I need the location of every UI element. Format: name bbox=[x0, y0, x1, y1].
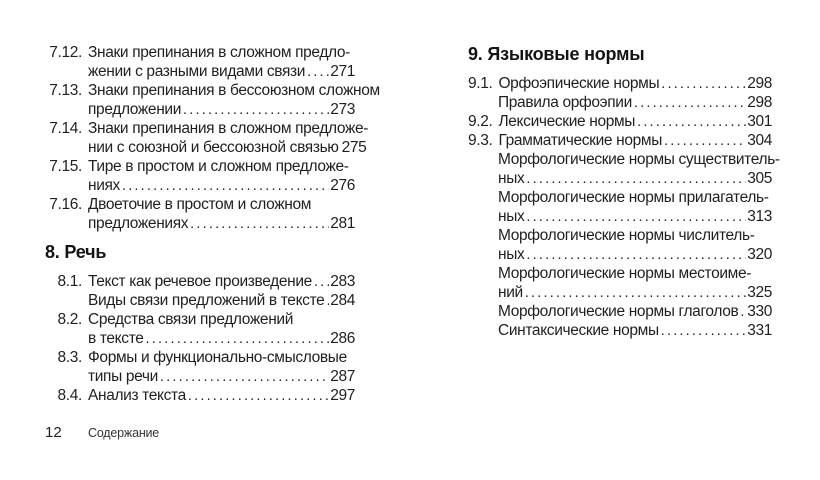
toc-entry-line bbox=[498, 283, 772, 302]
toc-page-ref: 283 bbox=[330, 273, 355, 290]
toc-page-ref: 271 bbox=[330, 63, 355, 80]
toc-entry-text: Знаки препинания в сложном предло- bbox=[88, 44, 350, 61]
toc-page-ref: 281 bbox=[330, 215, 355, 232]
toc-entry bbox=[45, 272, 355, 291]
toc-entry bbox=[45, 195, 355, 233]
toc-page-ref: 298 bbox=[747, 75, 772, 92]
toc-entry-text: нии с союзной и бессоюзной связью bbox=[88, 139, 339, 156]
dot-leader bbox=[314, 272, 329, 292]
toc-page-ref: 301 bbox=[747, 113, 772, 130]
toc-entry-line bbox=[498, 226, 772, 245]
toc-entry-text: ний bbox=[498, 284, 523, 301]
toc-entry-line bbox=[498, 93, 772, 112]
toc-entry-line bbox=[88, 43, 355, 62]
toc-page-ref: 284 bbox=[330, 292, 355, 309]
toc-entry bbox=[45, 81, 380, 119]
toc-entry-body bbox=[498, 112, 772, 131]
toc-entry-body bbox=[88, 310, 355, 348]
dot-leader bbox=[661, 321, 746, 341]
toc-entry-line bbox=[498, 207, 772, 226]
toc-entry-line bbox=[88, 157, 355, 176]
toc-entry-number: 9.2. bbox=[468, 113, 493, 130]
dot-leader bbox=[637, 112, 746, 132]
toc-entry-body bbox=[88, 81, 380, 119]
dot-leader bbox=[190, 214, 329, 234]
toc-entry bbox=[468, 188, 772, 226]
toc-entry-line bbox=[88, 310, 355, 329]
toc-entry-text: Виды связи предложений в тексте bbox=[88, 292, 325, 309]
footer-running-title: Содержание bbox=[88, 426, 160, 440]
toc-entry-text: Средства связи предложений bbox=[88, 311, 294, 328]
toc-entry-line bbox=[498, 150, 780, 169]
toc-entry-text: ниях bbox=[88, 177, 120, 194]
toc-entry-line bbox=[88, 62, 355, 81]
toc-entry bbox=[45, 348, 355, 386]
toc-entry-line bbox=[498, 74, 772, 93]
dot-leader bbox=[526, 207, 746, 227]
dot-leader bbox=[160, 367, 329, 387]
toc-entry-number: 9.3. bbox=[468, 132, 493, 149]
toc-entry bbox=[468, 112, 772, 131]
toc-entry-line bbox=[498, 169, 772, 188]
dot-leader bbox=[526, 169, 746, 189]
toc-entry-line bbox=[88, 272, 355, 291]
toc-entry-text: Тире в простом и сложном предложе- bbox=[88, 158, 349, 175]
toc-entry-body bbox=[498, 188, 772, 226]
toc-entry bbox=[45, 119, 369, 157]
toc-page-ref: 287 bbox=[330, 368, 355, 385]
toc-entry-text: Знаки препинания в бессоюзном сложном bbox=[88, 82, 380, 99]
toc-entry-line bbox=[88, 100, 355, 119]
toc-page-ref: 297 bbox=[330, 387, 355, 404]
toc-entry-line bbox=[88, 138, 367, 157]
toc-entry-text: Орфоэпические нормы bbox=[498, 75, 660, 92]
toc-entry-body bbox=[88, 386, 355, 405]
dot-leader bbox=[664, 131, 746, 151]
toc-entry bbox=[45, 386, 355, 405]
toc-column-right bbox=[468, 43, 780, 340]
dot-leader bbox=[526, 245, 746, 265]
toc-entry-number: 7.15. bbox=[49, 158, 82, 175]
toc-entry-body bbox=[88, 348, 355, 386]
dot-leader bbox=[740, 302, 746, 322]
toc-entry-text: Морфологические нормы числитель- bbox=[498, 227, 755, 244]
toc-entry-body bbox=[88, 291, 355, 310]
footer-page-number: 12 bbox=[45, 424, 62, 441]
toc-entry-number: 8.2. bbox=[57, 311, 82, 328]
toc-entry bbox=[468, 131, 772, 150]
toc-entry-body bbox=[88, 119, 369, 157]
toc-entry-body bbox=[498, 131, 772, 150]
toc-entry-text: Морфологические нормы глаголов bbox=[498, 303, 739, 320]
toc-entry-number: 7.14. bbox=[49, 120, 82, 137]
dot-leader bbox=[146, 329, 330, 349]
toc-entry-line bbox=[88, 195, 355, 214]
toc-entry-text: Двоеточие в простом и сложном bbox=[88, 196, 312, 213]
section-heading: 8. Речь bbox=[45, 242, 107, 262]
dot-leader bbox=[307, 62, 329, 82]
toc-entry-line bbox=[88, 176, 355, 195]
toc-entry-line bbox=[498, 321, 772, 340]
toc-entry bbox=[468, 150, 780, 188]
toc-entry bbox=[468, 93, 772, 112]
toc-entry-text: Морфологические нормы местоиме- bbox=[498, 265, 752, 282]
toc-entry bbox=[45, 310, 355, 348]
toc-entry-line bbox=[498, 131, 772, 150]
section-heading: 9. Языковые нормы bbox=[468, 44, 645, 64]
toc-entry-body bbox=[498, 150, 780, 188]
dot-leader bbox=[188, 386, 329, 406]
toc-entry-line bbox=[498, 112, 772, 131]
toc-entry-text: Текст как речевое произведение bbox=[88, 273, 312, 290]
toc-entry-number: 9.1. bbox=[468, 75, 493, 92]
toc-page-ref: 298 bbox=[747, 94, 772, 111]
toc-page-ref: 304 bbox=[747, 132, 772, 149]
toc-entry-text: предложении bbox=[88, 101, 182, 118]
toc-page-ref: 313 bbox=[747, 208, 772, 225]
toc-entry-body bbox=[498, 74, 772, 93]
toc-entry-text: Грамматические нормы bbox=[498, 132, 662, 149]
toc-entry-line bbox=[88, 367, 355, 386]
toc-page-ref: 320 bbox=[747, 246, 772, 263]
toc-entry-text: Анализ текста bbox=[88, 387, 186, 404]
dot-leader bbox=[183, 100, 329, 120]
toc-entry-text: ных bbox=[498, 246, 525, 263]
toc-entry-number: 8.4. bbox=[57, 387, 82, 404]
toc-entry bbox=[45, 157, 355, 195]
toc-page-ref: 305 bbox=[747, 170, 772, 187]
toc-entry-line bbox=[498, 302, 772, 321]
toc-entry-body bbox=[498, 93, 772, 112]
toc-entry bbox=[468, 264, 772, 302]
toc-entry-text: ных bbox=[498, 208, 525, 225]
toc-entry-text: Синтаксические нормы bbox=[498, 322, 659, 339]
toc-entry-number: 7.16. bbox=[49, 196, 82, 213]
toc-entry-line bbox=[88, 386, 355, 405]
toc-page-ref: 276 bbox=[330, 177, 355, 194]
toc-entry-text: Формы и функционально-смысловые bbox=[88, 349, 347, 366]
toc-entry-text: Правила орфоэпии bbox=[498, 94, 632, 111]
toc-entry bbox=[468, 321, 772, 340]
toc-column-left bbox=[45, 43, 380, 405]
toc-page-ref: 331 bbox=[747, 322, 772, 339]
toc-entry-body bbox=[88, 272, 355, 291]
toc-entry-line bbox=[88, 348, 355, 367]
toc-entry-body bbox=[88, 195, 355, 233]
toc-entry-text: в тексте bbox=[88, 330, 144, 347]
toc-entry-body bbox=[498, 302, 772, 321]
toc-entry bbox=[468, 302, 772, 321]
page-footer bbox=[45, 424, 159, 441]
dot-leader bbox=[326, 291, 329, 311]
toc-entry-line bbox=[498, 245, 772, 264]
toc-entry-line bbox=[498, 188, 772, 207]
toc-entry-text: Лексические нормы bbox=[498, 113, 636, 130]
toc-entry-text: Знаки препинания в сложном предложе- bbox=[88, 120, 369, 137]
toc-entry bbox=[468, 226, 772, 264]
toc-page-ref: 273 bbox=[330, 101, 355, 118]
toc-entry-number: 7.12. bbox=[49, 44, 82, 61]
toc-entry-text: Морфологические нормы существитель- bbox=[498, 151, 780, 168]
toc-entry-body bbox=[498, 321, 772, 340]
toc-entry-line bbox=[498, 264, 772, 283]
toc-entry-number: 7.13. bbox=[49, 82, 82, 99]
toc-entry-text: типы речи bbox=[88, 368, 158, 385]
toc-entry-line bbox=[88, 329, 355, 348]
toc-entry bbox=[468, 74, 772, 93]
toc-page-ref: 330 bbox=[747, 303, 772, 320]
toc-entry-text: предложениях bbox=[88, 215, 189, 232]
toc-entry-body bbox=[498, 226, 772, 264]
toc-entry-body bbox=[88, 157, 355, 195]
dot-leader bbox=[122, 176, 329, 196]
toc-entry-line bbox=[88, 81, 380, 100]
dot-leader bbox=[634, 93, 746, 113]
toc-entry-number: 8.3. bbox=[57, 349, 82, 366]
toc-entry-text: Морфологические нормы прилагатель- bbox=[498, 189, 769, 206]
toc-entry-text: ных bbox=[498, 170, 525, 187]
toc-entry bbox=[45, 43, 355, 81]
toc-entry-body bbox=[498, 264, 772, 302]
dot-leader bbox=[661, 74, 746, 94]
toc-entry-line bbox=[88, 119, 369, 138]
toc-page-ref: 325 bbox=[747, 284, 772, 301]
toc-entry-body bbox=[88, 43, 355, 81]
toc-entry-text: жении с разными видами связи bbox=[88, 63, 306, 80]
toc-page-ref: 286 bbox=[330, 330, 355, 347]
toc-page-ref: 275 bbox=[341, 139, 367, 156]
toc-entry-line bbox=[88, 291, 355, 310]
dot-leader bbox=[525, 283, 746, 303]
toc-entry-line bbox=[88, 214, 355, 233]
toc-entry-number: 8.1. bbox=[57, 273, 82, 290]
toc-entry bbox=[45, 291, 355, 310]
